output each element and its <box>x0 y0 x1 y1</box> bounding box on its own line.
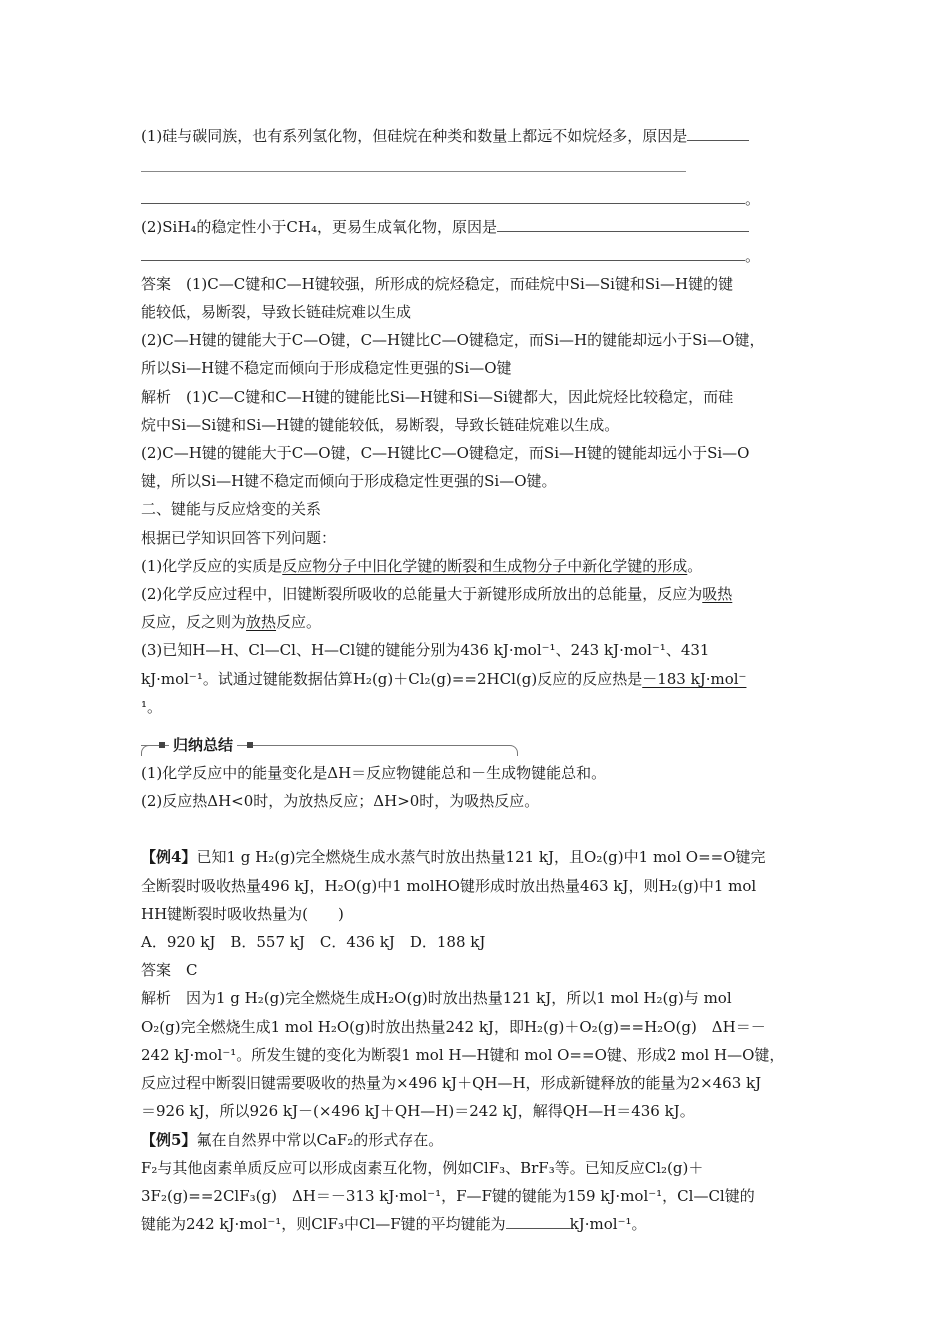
answer-line-row <box>141 242 813 270</box>
example-4-text: HH键断裂时吸收热量为( ) <box>141 904 344 923</box>
example-5-text: 3F₂(g)==2ClF₃(g) ΔH＝－313 kJ·mol⁻¹，F—F键的键能为159 kJ·mol⁻¹，Cl—Cl键的 <box>141 1186 755 1205</box>
question-2 <box>141 213 813 241</box>
square-icon <box>247 742 253 748</box>
point-2-text: (2)化学反应过程中，旧键断裂所吸收的总能量大于新键形成所放出的总能量，反应为 <box>141 585 703 604</box>
point-3-cont <box>141 665 813 693</box>
explanation-text: 键，所以Si—H键不稳定而倾向于形成稳定性更强的Si—O键。 <box>141 472 557 491</box>
example-text: 氟在自然界中常以CaF₂的形式存在。 <box>196 1130 444 1149</box>
fill-answer: 反应物分子中旧化学键的断裂和生成物分子中新化学键的形成 <box>282 556 688 575</box>
summary-item: (1)化学反应中的能量变化是ΔH＝反应物键能总和－生成物键能总和。 <box>141 764 607 783</box>
example-4-explanation: ＝926 kJ，所以926 kJ－(×496 kJ＋QH—H)＝242 kJ，解得QH—H＝436 kJ。 <box>141 1102 695 1121</box>
example-5-unit: kJ·mol⁻¹。 <box>569 1215 647 1234</box>
question-2-text: (2)SiH₄的稳定性小于CH₄，更易生成氧化物，原因是 <box>141 218 497 237</box>
square-icon <box>159 742 165 748</box>
answer-blank[interactable] <box>141 244 745 261</box>
explanation-text: 烷中Si—Si键和Si—H键的键能较低，易断裂，导致长链硅烷难以生成。 <box>141 415 620 434</box>
question-2-end: 。 <box>745 246 761 265</box>
point-3-text: kJ·mol⁻¹。试通过键能数据估算H₂(g)＋Cl₂(g)==2HCl(g)反应的反应热是 <box>141 669 643 688</box>
example-4-text: 全断裂时吸收热量496 kJ，H₂O(g)中1 molHO键形成时放出热量463 kJ，则H₂(g)中1 mol <box>141 876 757 895</box>
example-4-answer: 答案 C <box>141 961 198 980</box>
question-1 <box>141 122 813 150</box>
example-4 <box>141 843 813 871</box>
summary-frame-lead <box>141 745 160 756</box>
example-4-explanation: 解析 因为1 g H₂(g)完全燃烧生成H₂O(g)时放出热量121 kJ，所以1 mol H₂(g)与 mol <box>141 989 732 1008</box>
summary-header <box>141 735 813 757</box>
point-2-cont <box>141 608 813 636</box>
example-4-explanation: O₂(g)完全燃烧生成1 mol H₂O(g)时放出热量242 kJ，即H₂(g)＋O₂(g)==H₂O(g) ΔH＝－ <box>141 1017 766 1036</box>
example-4-options: A．920 kJ B．557 kJ C．436 kJ D．188 kJ <box>141 933 486 952</box>
point-1-text: (1)化学反应的实质是 <box>141 556 283 575</box>
answer-blank[interactable] <box>497 215 749 232</box>
example-text: 已知1 g H₂(g)完全燃烧生成水蒸气时放出热量121 kJ，且O₂(g)中1 mol O==O键完 <box>196 848 766 867</box>
answer-blank[interactable] <box>687 124 749 141</box>
point-2 <box>141 580 813 608</box>
answer-line-row <box>141 185 813 213</box>
point-3-end: ¹。 <box>141 697 163 716</box>
example-5 <box>141 1126 813 1154</box>
fill-answer: 吸热 <box>702 585 733 604</box>
summary-item: (2)反应热ΔH<0时，为放热反应；ΔH>0时，为吸热反应。 <box>141 792 540 811</box>
document-page <box>141 122 813 1238</box>
answer-line[interactable] <box>141 156 686 172</box>
example-4-explanation: 反应过程中断裂旧键需要吸收的热量为×496 kJ＋QH—H，形成新键释放的能量为2×463 kJ <box>141 1074 762 1093</box>
answer-blank[interactable] <box>506 1212 570 1229</box>
summary-label: 归纳总结 <box>169 735 237 755</box>
intro-text: 根据已学知识回答下列问题： <box>141 528 337 547</box>
point-3: (3)已知H—H、Cl—Cl、H—Cl键的键能分别为436 kJ·mol⁻¹、243 kJ·mol⁻¹、431 <box>141 641 710 660</box>
example-tag: 【例4】 <box>141 848 197 867</box>
answer-text: 答案 (1)C—C键和C—H键较强，所形成的烷烃稳定，而硅烷中Si—Si键和Si—H键的键 <box>141 274 734 293</box>
answer-blank[interactable] <box>141 187 745 204</box>
explanation-text: 解析 (1)C—C键和C—H键的键能比Si—H键和Si—Si键都大，因此烷烃比较稳定，而硅 <box>141 387 734 406</box>
question-1-text: (1)硅与碳同族，也有系列氢化物，但硅烷在种类和数量上都远不如烷烃多，原因是 <box>141 127 688 145</box>
explanation-text: (2)C—H键的键能大于C—O键，C—H键比C—O键稳定，而Si—H键的键能却远小于Si—O <box>141 444 750 463</box>
point-1 <box>141 552 813 580</box>
point-1-end: 。 <box>687 556 703 575</box>
example-5-text: F₂与其他卤素单质反应可以形成卤素互化物，例如ClF₃、BrF₃等。已知反应Cl₂(g)＋ <box>141 1158 704 1177</box>
fill-answer: 放热 <box>246 613 277 632</box>
example-tag: 【例5】 <box>141 1130 197 1149</box>
example-5-question <box>141 1210 813 1238</box>
example-4-explanation: 242 kJ·mol⁻¹。所发生键的变化为断裂1 mol H—H键和 mol O==O键、形成2 mol H—O键， <box>141 1045 785 1064</box>
answer-text: 能较低，易断裂，导致长链硅烷难以生成 <box>141 303 412 322</box>
section-title: 二、键能与反应焓变的关系 <box>141 500 322 519</box>
answer-text: (2)C—H键的键能大于C—O键，C—H键比C—O键稳定，而Si—H的键能却远小于Si—O键， <box>141 331 765 350</box>
fill-answer: －183 kJ·mol⁻ <box>642 669 747 688</box>
example-5-text: 键能为242 kJ·mol⁻¹，则ClF₃中Cl—F键的平均键能为 <box>141 1215 506 1234</box>
question-1-end: 。 <box>745 190 761 209</box>
answer-text: 所以Si—H键不稳定而倾向于形成稳定性更强的Si—O键 <box>141 359 512 378</box>
point-2-text: 反应，反之则为 <box>141 613 247 632</box>
point-2-end: 反应。 <box>276 613 322 632</box>
